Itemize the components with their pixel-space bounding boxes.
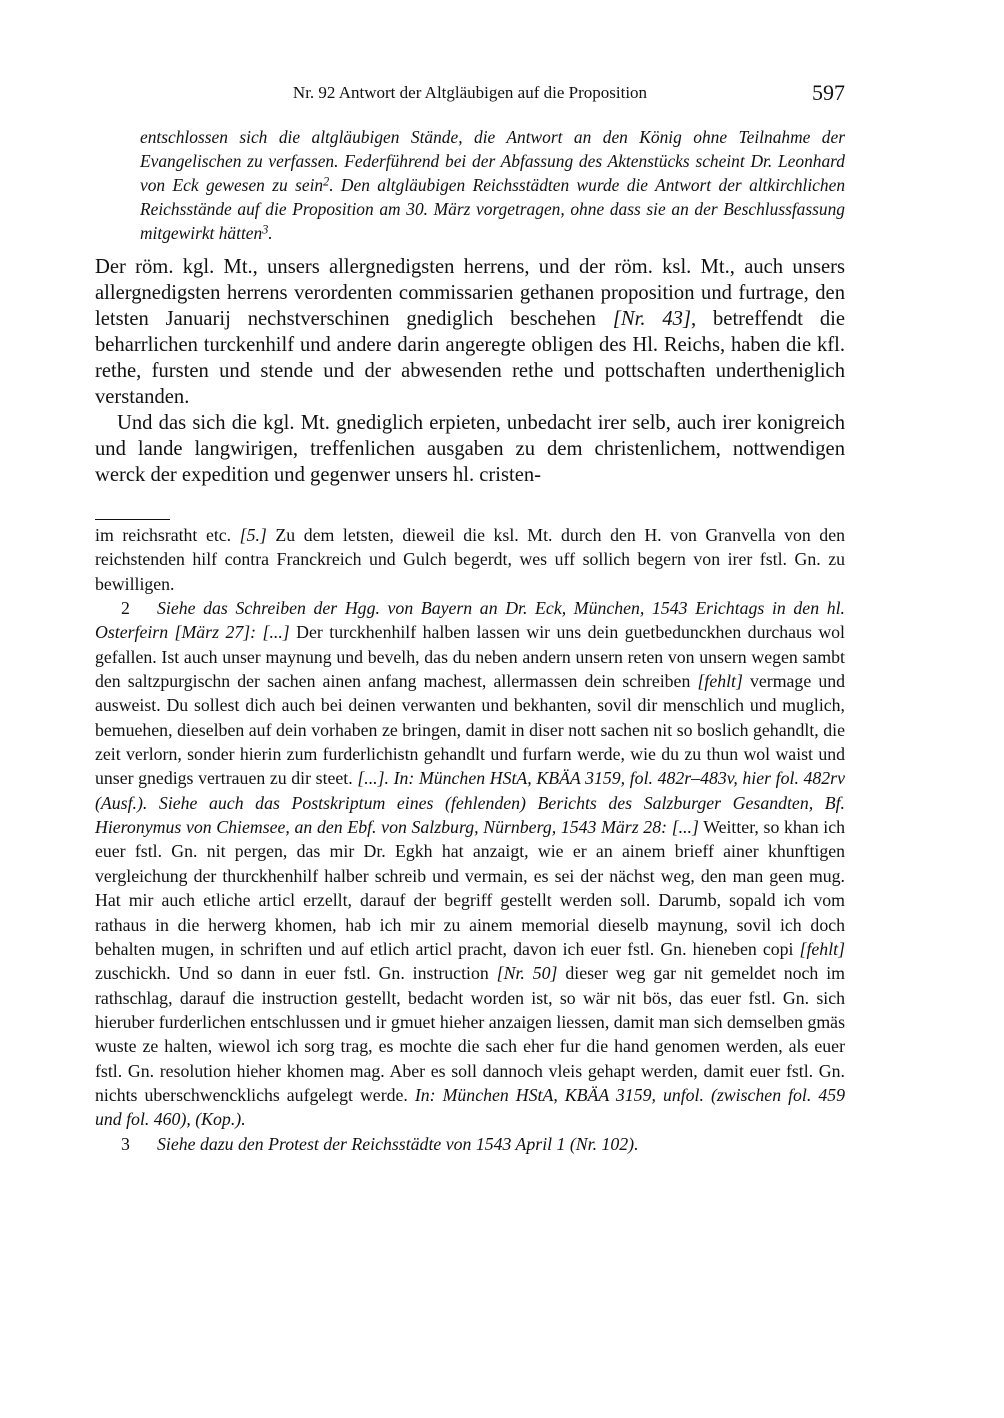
- running-title: Nr. 92 Antwort der Altgläubigen auf die Proposition: [292, 83, 648, 102]
- intro-text: entschlossen sich die altgläubigen Stände, die Antwort an den König ohne Teilnahme der Evangelischen zu verfassen. Federführend bei der Abfassung des Aktenstücks scheint Dr. Leonhard von Eck gewesen zu sein: [140, 127, 845, 195]
- footnote-number: 2: [121, 598, 130, 619]
- footnote-number: 3: [121, 1133, 130, 1154]
- footnote-editorial: [fehlt]: [697, 671, 743, 692]
- footnote-text: im reichsratht etc.: [95, 525, 240, 545]
- document-reference: [Nr. 43]: [612, 308, 691, 330]
- footnote-reference: [5.]: [239, 525, 267, 545]
- footnote-quote: Der turckhenhilf halben lassen wir uns dein guetbedunckhen durchaus wol gefallen. Ist auch unser maynung und bevelh, das du neben andern unsern reten von unsern wegen sambt den saltzpurgischn der sachen ainen anfang machest, allermassen dein schreiben: [95, 622, 845, 692]
- paragraph-text: Der röm. kgl. Mt., unsers allergnedigsten herrens, und der röm. ksl. Mt., auch unsers allergnedigsten herrens verordenten commissarien gethanen proposition und furtrage, den letsten Januarij nechstverschinen gnediglich beschehen: [95, 256, 845, 330]
- paragraph-1: [95, 254, 845, 410]
- footnote-separator: [95, 519, 170, 520]
- intro-text: . Den altgläubigen Reichsstädten wurde die Antwort der altkirchlichen Reichsstände auf die Proposition am 30. März vorgetragen, ohne dass sie an der Beschlussfassung mitgewirkt hätten: [140, 175, 846, 243]
- footnote-editorial: [fehlt]: [799, 938, 845, 959]
- footnote-editorial: Siehe das Schreiben der Hgg. von Bayern an Dr. Eck, München, 1543 Erichtags in den hl. Osterfeirn [März 27]: [...]: [95, 598, 845, 643]
- page-header: [95, 80, 845, 110]
- editorial-introduction: [140, 125, 845, 245]
- footnote-quote: dieser weg gar nit gemeldet noch im rathschlag, darauf die instruction gestellt, bedacht worden ist, so wär nit bös, das euer fstl. Gn. sich hieruber furderlichen entschlussen und ir gmuet hieher anzaigen liessen, damit man sich demselben gmäs wuste ze halten, wiewol ich sorg trag, es mochte die sach eher fur die hand genomen werden, als euer fstl. Gn. resolution hieher khomen mag. Aber es soll dannoch vleis gehapt werden, damit euer fstl. Gn. nichts uberschwencklichs aufgelegt werde.: [95, 963, 845, 1105]
- footnote-editorial: In: München HStA, KBÄA 3159, unfol. (zwischen fol. 459 und fol. 460), (Kop.).: [95, 1084, 845, 1130]
- footnote-editorial: [Nr. 50]: [496, 963, 558, 984]
- footnote-quote: Weitter, so khan ich euer fstl. Gn. nit pergen, das mir Dr. Egkh hat anzaigt, wie er an ainem brieff ainer khunftigen vergleichung der thurckhenhilf halber schreib und vermain, es sei der nächst weg, den man geen mug. Hat mir auch etliche articl erzellt, darauf der begriff gestellt werden soll. Darumb, sopald ich vom rathaus in die herwerg khomen, hab ich mir zu ainem memorial dieselb maynung, sovil ich doch behalten mugen, in schriften und auf etlich articl pracht, davon ich euer fstl. Gn. hieneben copi: [95, 817, 845, 959]
- footnote-editorial: [...]. In: München HStA, KBÄA 3159, fol. 482r–483v, hier fol. 482rv (Ausf.). Siehe auch das Postskriptum eines (fehlenden) Berichts des Salzburger Gesandten, Bf. Hieronymus von Chiemsee, an den Ebf. von Salzburg, Nürnberg, 1543 März 28: [...]: [95, 768, 845, 838]
- footnote-text: Zu dem letsten, dieweil die ksl. Mt. durch den H. von Granvella von den reichstenden hilf contra Franckreich und Gulch begerdt, wes uff sollich begern von irer fstl. Gn. zu bewilligen.: [95, 525, 845, 594]
- footnote-ref-2[interactable]: 2: [323, 174, 330, 189]
- footnote-2: [95, 596, 845, 1132]
- footnotes: [95, 523, 845, 1156]
- page-number: 597: [812, 80, 845, 105]
- paragraph-text: , betreffendt die beharrlichen turckenhilf und andere darin angeregte obligen des Hl. Reichs, haben die kfl. rethe, fursten und stende und der abwesenden rethe und pottschaften undertheniglich verstanden.: [95, 308, 846, 408]
- footnote-quote: zuschickh. Und so dann in euer fstl. Gn. instruction: [95, 963, 497, 984]
- footnote-editorial: Siehe dazu den Protest der Reichsstädte von 1543 April 1 (Nr. 102).: [157, 1133, 639, 1154]
- intro-text: .: [268, 223, 273, 243]
- footnote-continuation: [95, 523, 845, 596]
- main-text: [95, 254, 845, 488]
- paragraph-2: Und das sich die kgl. Mt. gnediglich erpieten, unbedacht irer selb, auch irer konigreich und lande langwirigen, treffenlichen ausgaben zu dem christenlichem, nottwendigen werck der expedition und gegenwer unsers hl. cristen-: [95, 412, 845, 486]
- footnote-3: [95, 1132, 845, 1156]
- footnote-quote: vermage und ausweist. Du sollest dich auch bei deinen verwanten und bekhanten, sovil dir menschlich und muglich, bemuehen, dieselben auf dein vorhaben ze bringen, damit in diser nott sachen nit so boslich gehandlt, die zeit verlorn, sonder hierin zum furderlichistn gehandlt und furfarn werde, wie du zu thun wol waist und unser gnedigs vertrauen zu dir steet.: [95, 671, 845, 789]
- footnote-ref-3[interactable]: 3: [262, 222, 269, 237]
